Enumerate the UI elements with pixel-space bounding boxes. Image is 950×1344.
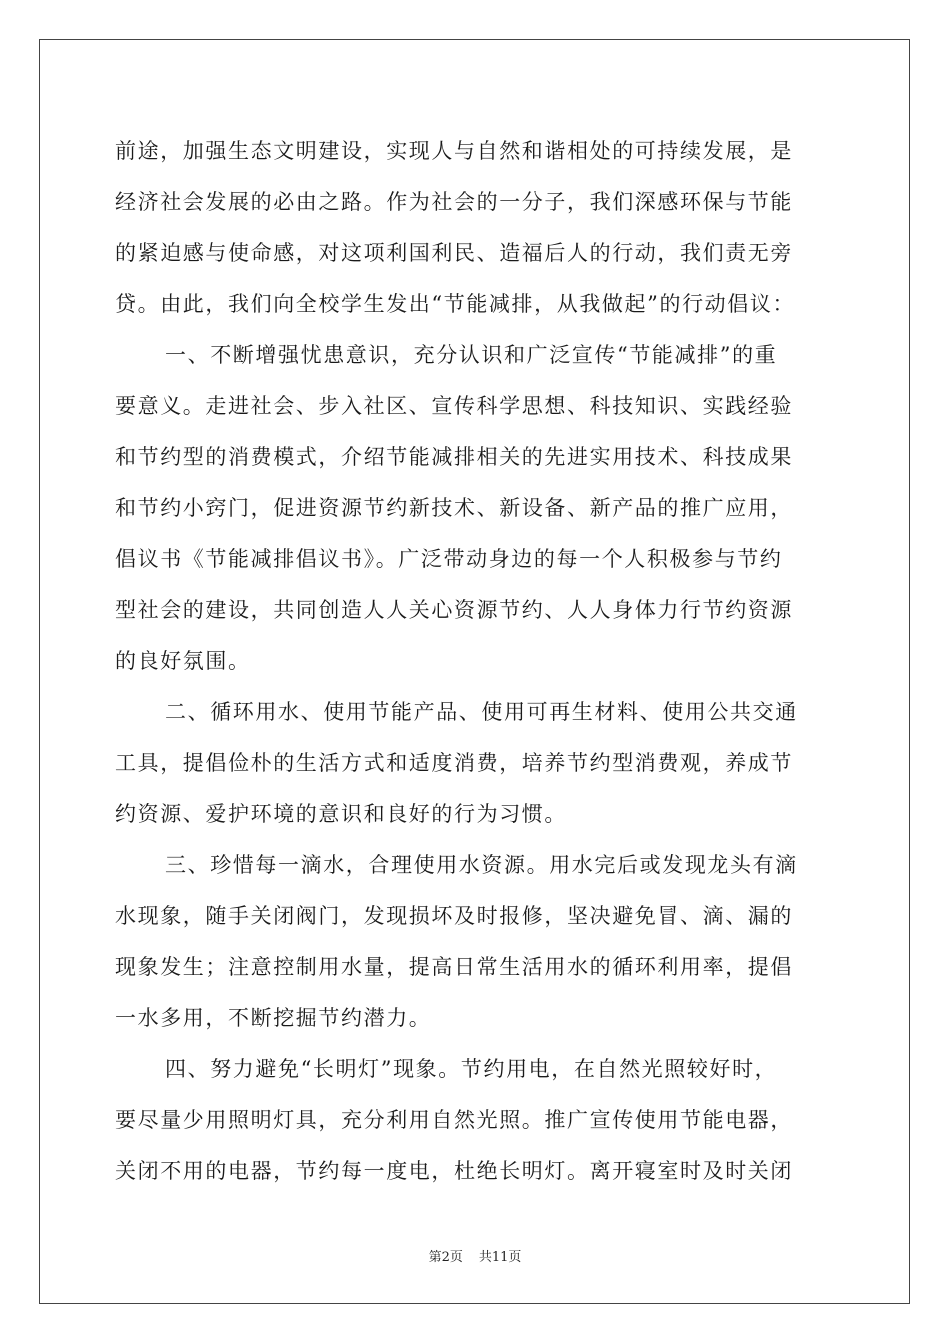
paragraph-3-start: 三、珍惜每一滴水，合理使用水资源。用水完后或发现龙头有滴 [165, 853, 798, 877]
page-footer [0, 1246, 950, 1265]
paragraph-1-start: 一、不断增强忧患意识，充分认识和广泛宣传“节能减排”的重 [165, 343, 778, 367]
page-number: 第2页 [428, 1250, 463, 1265]
total-pages: 共11页 [478, 1250, 522, 1265]
text-line: 工具，提倡俭朴的生活方式和适度消费，培养节约型消费观，养成节 [115, 751, 793, 775]
text-line: 的良好氛围。 [115, 649, 251, 673]
paragraph-2-start: 二、循环用水、使用节能产品、使用可再生材料、使用公共交通 [165, 700, 798, 724]
text-line: 和节约小窍门，促进资源节约新技术、新设备、新产品的推广应用， [115, 496, 793, 520]
text-line: 的紧迫感与使命感，对这项利国利民、造福后人的行动，我们责无旁 [115, 241, 793, 265]
text-line: 和节约型的消费模式，介绍节能减排相关的先进实用技术、科技成果 [115, 445, 793, 469]
text-line: 要意义。走进社会、步入社区、宣传科学思想、科技知识、实践经验 [115, 394, 793, 418]
text-line: 经济社会发展的必由之路。作为社会的一分子，我们深感环保与节能 [115, 190, 793, 214]
text-line: 约资源、爱护环境的意识和良好的行为习惯。 [115, 802, 567, 826]
text-line: 一水多用，不断挖掘节约潜力。 [115, 1006, 432, 1030]
text-line: 型社会的建设，共同创造人人关心资源节约、人人身体力行节约资源 [115, 598, 793, 622]
text-line: 要尽量少用照明灯具，充分利用自然光照。推广宣传使用节能电器， [115, 1108, 793, 1132]
text-line: 现象发生；注意控制用水量，提高日常生活用水的循环利用率，提倡 [115, 955, 793, 979]
text-line: 前途，加强生态文明建设，实现人与自然和谐相处的可持续发展，是 [115, 139, 793, 163]
text-line: 水现象，随手关闭阀门，发现损坏及时报修，坚决避免冒、滴、漏的 [115, 904, 793, 928]
text-line: 关闭不用的电器，节约每一度电，杜绝长明灯。离开寝室时及时关闭 [115, 1159, 793, 1183]
text-line: 倡议书《节能减排倡议书》。广泛带动身边的每一个人积极参与节约 [115, 547, 783, 571]
paragraph-4-start: 四、努力避免“长明灯”现象。节约用电，在自然光照较好时， [165, 1057, 778, 1081]
document-body [115, 128, 837, 1199]
text-line: 贷。由此，我们向全校学生发出“节能减排，从我做起”的行动倡议： [115, 292, 796, 316]
